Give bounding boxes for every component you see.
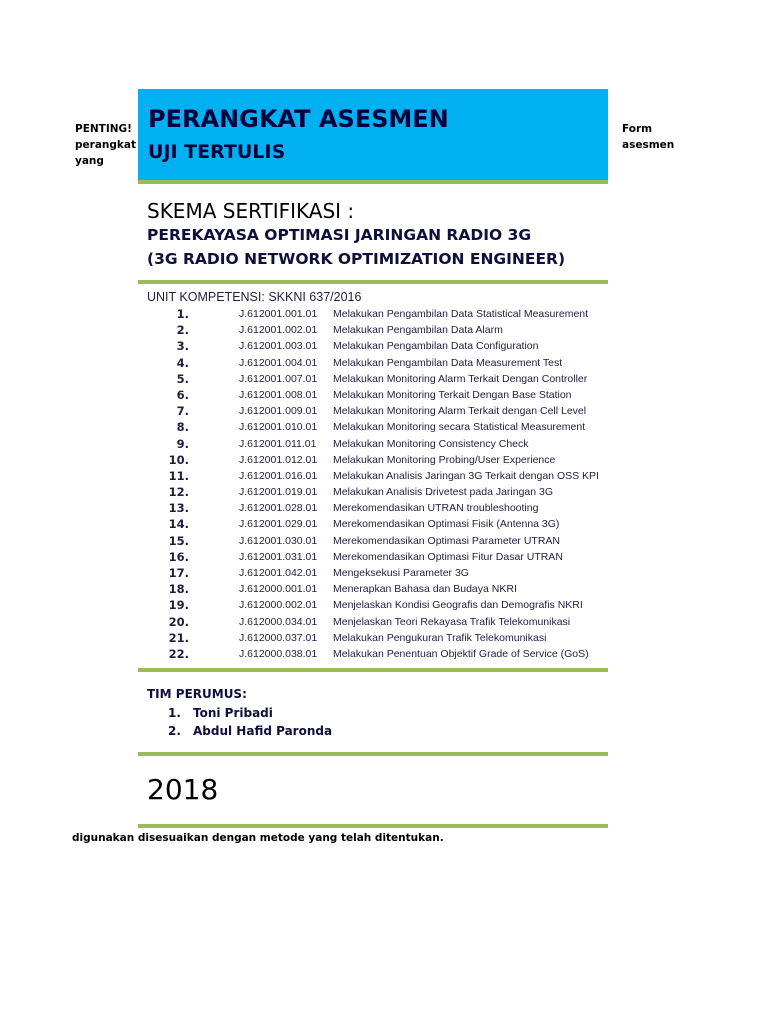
unit-title: Melakukan Monitoring secara Statistical Measurement <box>333 421 586 434</box>
unit-code: J.612001.031.01 <box>239 550 318 563</box>
unit-row <box>0 597 768 613</box>
unit-title: Melakukan Monitoring Probing/User Experience <box>333 453 556 466</box>
unit-row <box>0 355 768 371</box>
footer-note: digunakan disesuaikan dengan metode yang telah ditentukan. <box>72 832 444 844</box>
unit-row <box>0 403 768 419</box>
unit-code: J.612001.011.01 <box>239 437 317 450</box>
unit-number: 16. <box>168 549 189 564</box>
tim-member-name: Toni Pribadi <box>193 706 273 720</box>
unit-title: Melakukan Penentuan Objektif Grade of Service (GoS) <box>333 647 589 660</box>
document-subtitle: UJI TERTULIS <box>148 141 286 163</box>
side-note-left: PENTING! perangkat yang <box>75 123 136 167</box>
unit-title: Melakukan Pengukuran Trafik Telekomunikasi <box>333 631 547 644</box>
unit-number: 3. <box>176 339 189 354</box>
side-note-right: Form asesmen <box>622 123 675 151</box>
unit-title: Merekomendasikan Optimasi Fisik (Antenna 3G) <box>333 518 560 531</box>
unit-code: J.612000.002.01 <box>239 599 318 612</box>
unit-row <box>0 614 768 630</box>
unit-title: Melakukan Monitoring Alarm Terkait dengan Cell Level <box>333 405 587 418</box>
unit-number: 19. <box>168 598 189 613</box>
document-title: PERANGKAT ASESMEN <box>148 105 449 133</box>
tim-member-name: Abdul Hafid Paronda <box>193 724 333 738</box>
unit-row <box>0 322 768 338</box>
unit-number: 5. <box>176 371 189 386</box>
unit-row <box>0 371 768 387</box>
title-banner <box>138 89 608 180</box>
unit-row <box>0 581 768 597</box>
unit-number: 6. <box>176 387 189 402</box>
unit-code: J.612001.002.01 <box>239 324 318 337</box>
unit-code: J.612001.007.01 <box>239 372 318 385</box>
unit-row <box>0 436 768 452</box>
unit-number: 14. <box>168 517 189 532</box>
unit-title: Merekomendasikan Optimasi Parameter UTRAN <box>333 534 560 547</box>
unit-title: Merekomendasikan UTRAN troubleshooting <box>333 502 539 515</box>
unit-number: 13. <box>168 501 189 516</box>
divider-rule <box>138 180 608 184</box>
tim-perumus-list <box>0 704 768 740</box>
unit-number: 20. <box>168 614 189 629</box>
unit-number: 7. <box>176 404 189 419</box>
unit-number: 17. <box>168 566 189 580</box>
skema-name-line1: PEREKAYASA OPTIMASI JARINGAN RADIO 3G <box>147 226 532 244</box>
unit-code: J.612001.019.01 <box>239 486 318 499</box>
unit-number: 21. <box>168 630 189 645</box>
skema-name-line2: (3G RADIO NETWORK OPTIMIZATION ENGINEER) <box>147 250 566 268</box>
unit-title: Mengeksekusi Parameter 3G <box>333 567 469 579</box>
unit-code: J.612001.004.01 <box>239 356 318 369</box>
unit-row <box>0 387 768 403</box>
unit-title: Menjelaskan Kondisi Geografis dan Demografis NKRI <box>333 599 583 612</box>
divider-rule <box>138 668 608 672</box>
unit-code: J.612000.038.01 <box>239 647 318 660</box>
unit-row <box>0 419 768 435</box>
unit-title: Melakukan Monitoring Terkait Dengan Base Station <box>333 388 572 401</box>
unit-row <box>0 338 768 354</box>
unit-title: Melakukan Pengambilan Data Measurement Test <box>333 356 563 369</box>
unit-title: Melakukan Monitoring Consistency Check <box>333 437 529 450</box>
unit-row <box>0 646 768 662</box>
unit-number: 22. <box>168 646 189 661</box>
unit-row <box>0 516 768 532</box>
unit-kompetensi-heading: UNIT KOMPETENSI: SKKNI 637/2016 <box>147 290 362 304</box>
unit-number: 18. <box>168 582 189 597</box>
tim-member <box>0 722 768 740</box>
unit-row <box>0 533 768 549</box>
unit-number: 8. <box>176 420 189 435</box>
unit-row <box>0 468 768 484</box>
unit-title: Melakukan Analisis Drivetest pada Jaringan 3G <box>333 486 554 499</box>
unit-code: J.612000.034.01 <box>239 615 318 628</box>
unit-title: Melakukan Pengambilan Data Configuration <box>333 340 539 353</box>
unit-code: J.612001.003.01 <box>239 340 318 353</box>
unit-row <box>0 484 768 500</box>
unit-number: 11. <box>168 468 189 483</box>
unit-title: Melakukan Pengambilan Data Statistical Measurement <box>333 308 589 320</box>
unit-title: Menerapkan Bahasa dan Budaya NKRI <box>333 583 517 596</box>
unit-code: J.612001.010.01 <box>239 421 318 434</box>
unit-row <box>0 306 768 322</box>
unit-row <box>0 452 768 468</box>
unit-code: J.612001.012.01 <box>239 453 318 466</box>
unit-code: J.612000.001.01 <box>239 583 318 596</box>
unit-title: Menjelaskan Teori Rekayasa Trafik Telekomunikasi <box>333 615 571 628</box>
unit-code: J.612001.028.01 <box>239 502 318 515</box>
unit-title: Merekomendasikan Optimasi Fitur Dasar UTRAN <box>333 550 563 563</box>
unit-row <box>0 630 768 646</box>
unit-number: 1. <box>176 307 189 321</box>
unit-title: Melakukan Analisis Jaringan 3G Terkait dengan OSS KPI <box>333 469 599 482</box>
divider-rule <box>138 280 608 284</box>
unit-number: 15. <box>168 533 189 548</box>
unit-row <box>0 565 768 581</box>
unit-kompetensi-list <box>0 306 768 662</box>
divider-rule <box>138 824 608 828</box>
unit-row <box>0 549 768 565</box>
unit-number: 10. <box>168 452 189 467</box>
document-year: 2018 <box>147 773 219 806</box>
unit-code: J.612001.008.01 <box>239 388 318 401</box>
unit-code: J.612001.001.01 <box>239 308 318 320</box>
unit-number: 12. <box>168 485 189 500</box>
unit-code: J.612001.030.01 <box>239 534 318 547</box>
unit-code: J.612001.029.01 <box>239 518 318 531</box>
divider-rule <box>138 752 608 756</box>
unit-title: Melakukan Monitoring Alarm Terkait Dengan Controller <box>333 372 588 385</box>
tim-member-number: 1. <box>168 706 181 720</box>
unit-code: J.612001.042.01 <box>239 567 318 579</box>
tim-member <box>0 704 768 722</box>
unit-code: J.612001.009.01 <box>239 405 318 418</box>
unit-number: 2. <box>176 323 189 338</box>
unit-row <box>0 500 768 516</box>
tim-member-number: 2. <box>168 724 181 738</box>
skema-label: SKEMA SERTIFIKASI : <box>147 199 355 223</box>
unit-code: J.612000.037.01 <box>239 631 318 644</box>
tim-perumus-label: TIM PERUMUS: <box>147 687 247 701</box>
unit-title: Melakukan Pengambilan Data Alarm <box>333 324 503 337</box>
unit-number: 4. <box>176 355 189 370</box>
unit-number: 9. <box>176 436 189 451</box>
unit-code: J.612001.016.01 <box>239 469 318 482</box>
